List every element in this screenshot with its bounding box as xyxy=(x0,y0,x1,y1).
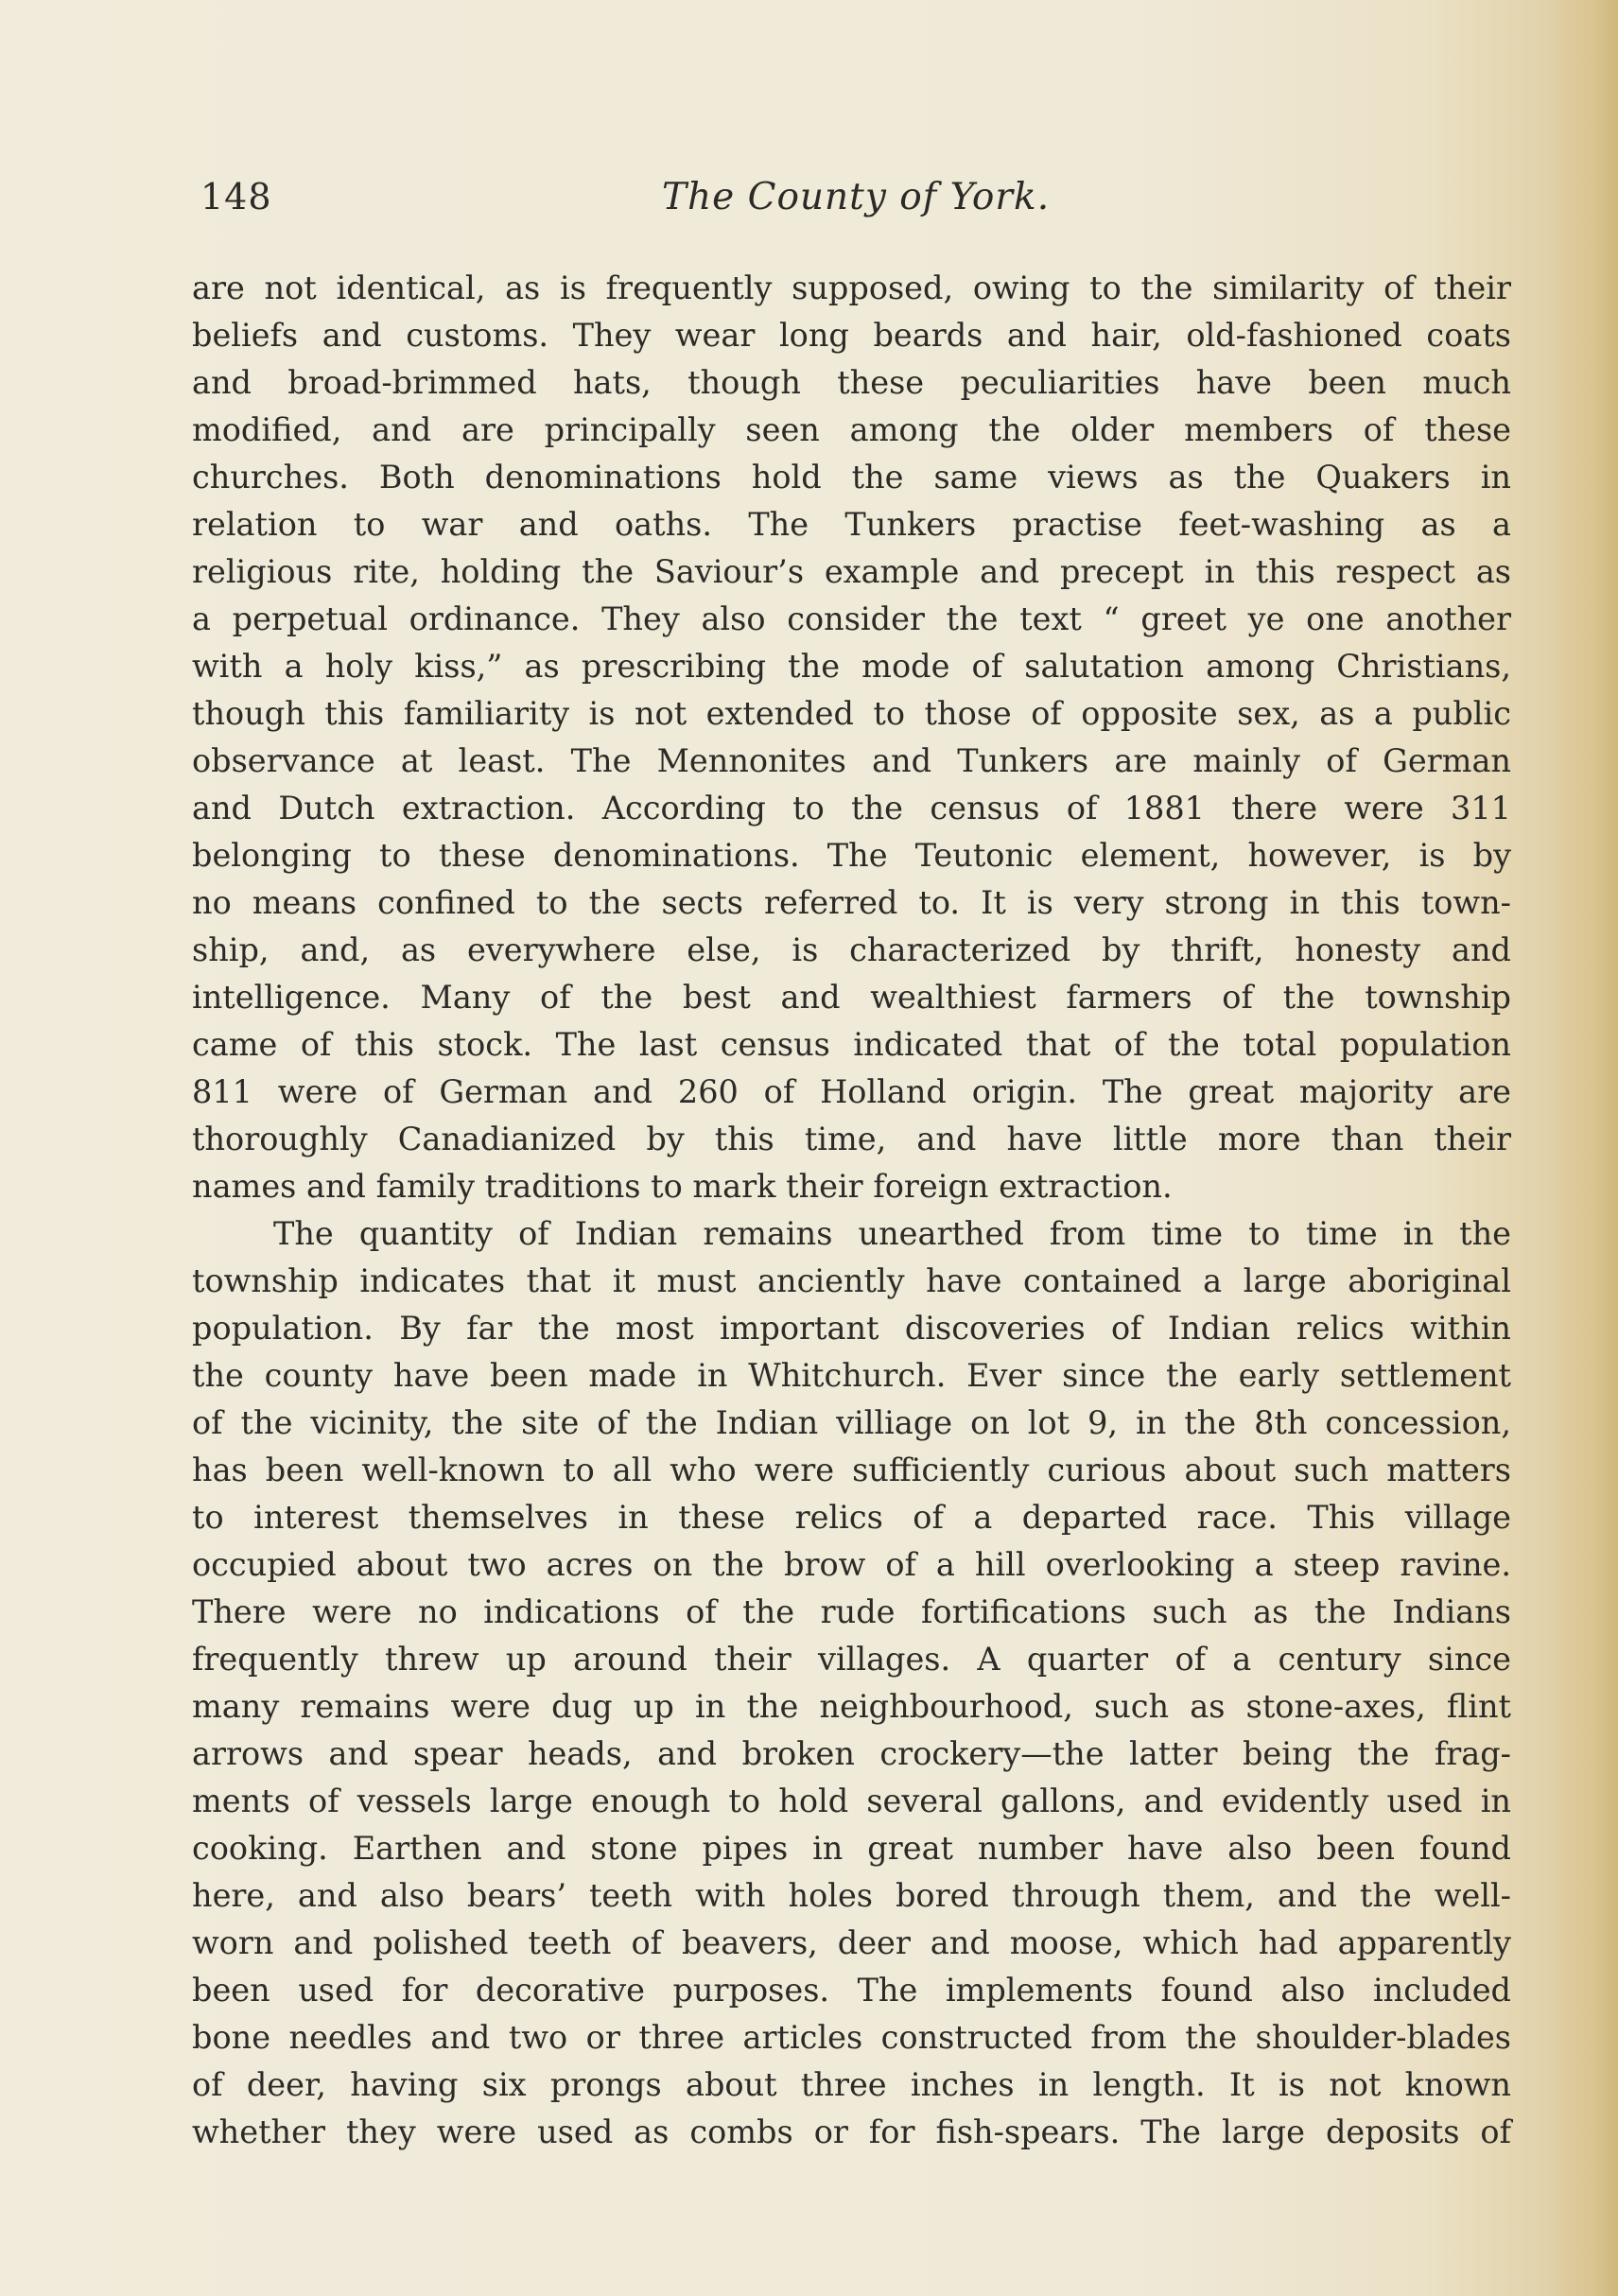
page-edge-shadow xyxy=(1552,0,1618,2296)
paragraph-start-line: The quantity of Indian remains unearthed from time to time in the xyxy=(273,1215,1511,1252)
text-line: been used for decorative purposes. The implements found also included xyxy=(192,1972,1511,2009)
text-line: belonging to these denominations. The Teutonic element, however, is by xyxy=(192,837,1511,874)
text-line: though this familiarity is not extended to those of opposite sex, as a public xyxy=(192,695,1511,732)
text-line: a perpetual ordinance. They also consider the text “ greet ye one another xyxy=(192,600,1511,637)
text-line: came of this stock. The last census indicated that of the total population xyxy=(192,1026,1511,1063)
body-text xyxy=(192,265,1511,2156)
text-line: and Dutch extraction. According to the census of 1881 there were 311 xyxy=(192,790,1511,826)
text-line: and broad-brimmed hats, though these peculiarities have been much xyxy=(192,364,1511,401)
running-title: The County of York. xyxy=(662,176,1051,218)
text-line: worn and polished teeth of beavers, deer and moose, which had apparently xyxy=(192,1924,1511,1961)
text-line: modified, and are principally seen among the older members of these xyxy=(192,411,1511,448)
text-line: churches. Both denominations hold the same views as the Quakers in xyxy=(192,459,1511,496)
text-line: There were no indications of the rude fortifications such as the Indians xyxy=(192,1593,1511,1630)
text-line: whether they were used as combs or for fish-spears. The large deposits of xyxy=(192,2113,1511,2150)
text-line: arrows and spear heads, and broken crockery—the latter being the frag- xyxy=(192,1735,1511,1772)
text-line: here, and also bears’ teeth with holes bored through them, and the well- xyxy=(192,1877,1511,1914)
text-line: no means confined to the sects referred to. It is very strong in this town- xyxy=(192,884,1511,921)
text-line: population. By far the most important discoveries of Indian relics within xyxy=(192,1310,1511,1347)
text-line: bone needles and two or three articles constructed from the shoulder-blades xyxy=(192,2019,1511,2056)
text-line: religious rite, holding the Saviour’s example and precept in this respect as xyxy=(192,553,1511,590)
text-line: ments of vessels large enough to hold several gallons, and evidently used in xyxy=(192,1783,1511,1819)
text-line: 811 were of German and 260 of Holland origin. The great majority are xyxy=(192,1073,1511,1110)
text-line: occupied about two acres on the brow of a hill overlooking a steep ravine. xyxy=(192,1546,1511,1583)
text-line: frequently threw up around their villages. A quarter of a century since xyxy=(192,1641,1511,1678)
page-number: 148 xyxy=(200,176,272,217)
text-line: has been well-known to all who were sufficiently curious about such matters xyxy=(192,1452,1511,1488)
paragraph-end-line: names and family traditions to mark their foreign extraction. xyxy=(192,1168,1173,1205)
text-line: ship, and, as everywhere else, is characterized by thrift, honesty and xyxy=(192,931,1511,968)
text-line: of deer, having six prongs about three inches in length. It is not known xyxy=(192,2066,1511,2103)
text-line: are not identical, as is frequently supposed, owing to the similarity of their xyxy=(192,270,1511,306)
text-line: township indicates that it must anciently have contained a large aboriginal xyxy=(192,1262,1511,1299)
text-line: many remains were dug up in the neighbourhood, such as stone-axes, flint xyxy=(192,1688,1511,1725)
text-line: of the vicinity, the site of the Indian villiage on lot 9, in the 8th concession, xyxy=(192,1404,1511,1441)
text-line: observance at least. The Mennonites and Tunkers are mainly of German xyxy=(192,742,1511,779)
running-head xyxy=(200,176,1505,233)
text-line: relation to war and oaths. The Tunkers practise feet-washing as a xyxy=(192,506,1511,543)
text-line: cooking. Earthen and stone pipes in great number have also been found xyxy=(192,1830,1511,1867)
text-line: thoroughly Canadianized by this time, and have little more than their xyxy=(192,1121,1511,1157)
text-line: beliefs and customs. They wear long beards and hair, old-fashioned coats xyxy=(192,317,1511,354)
text-line: the county have been made in Whitchurch. Ever since the early settlement xyxy=(192,1357,1511,1394)
text-line: to interest themselves in these relics of a departed race. This village xyxy=(192,1499,1511,1536)
text-line: with a holy kiss,” as prescribing the mode of salutation among Christians, xyxy=(192,648,1511,685)
text-line: intelligence. Many of the best and wealthiest farmers of the township xyxy=(192,979,1511,1016)
